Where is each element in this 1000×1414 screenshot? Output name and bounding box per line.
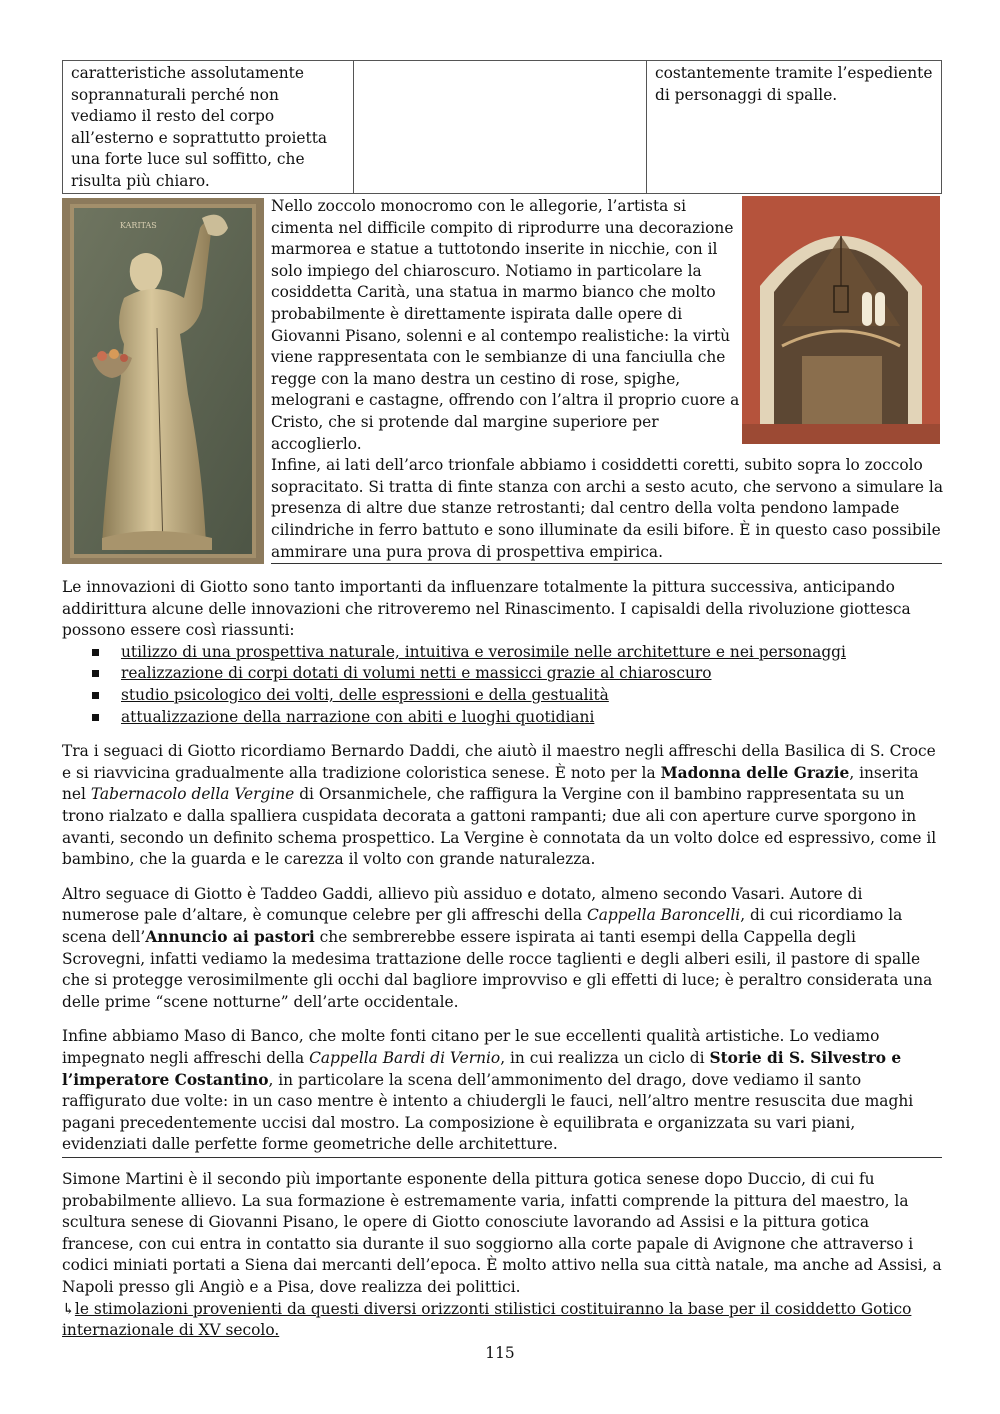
continuation-table (62, 60, 942, 194)
gaddi-paragraph (62, 884, 942, 1014)
gaddi-text-2: , di cui ricordiamo la scena dell’ (62, 906, 903, 946)
gaddi-text-1: Altro seguace di Giotto è Taddeo Gaddi, allievo più assiduo e dotato, almeno secondo Vasari. Autore di numerose pale d’altare, è comunque celebre per gli affreschi della (62, 884, 863, 925)
maso-text-3: , in particolare la scena dell’ammonimento del drago, dove vediamo il santo raffigurato due volte: in un caso mentre è intento a chiudergli le fauci, nell’altro mentre resuscita due maghi pagani precedentemente uccisi dal mostro. La composizione è equilibrata e organizzata su vari piani, evidenziati dalle perfette forme geometriche delle architetture. (62, 1070, 914, 1154)
daddi-bold-title: Madonna delle Grazie (660, 763, 850, 782)
maso-paragraph (62, 1026, 942, 1156)
gaddi-bold-title: Annuncio ai pastori (145, 928, 315, 946)
list-item: realizzazione di corpi dotati di volumi netti e massicci grazie al chiaroscuro (92, 663, 942, 685)
arrow-icon: ↳ (62, 1299, 75, 1318)
carita-fresco-image (62, 198, 264, 564)
list-item: studio psicologico dei volti, delle espressioni e della gestualità (92, 685, 942, 707)
karitas-inscription: KARITAS (120, 221, 157, 230)
gaddi-text-3: che sembrerebbe essere ispirata ai tanti esempi della Cappella degli Scrovegni, infatti vediamo la medesima trattazione delle rocce taglienti e degli alberi esili, il pastore di spalle che si protegge verosimilmente gli occhi dal bagliore improvviso e gli effetti di luce; è peraltro considerata una delle prime “scene notturne” dell’arte occidentale. (62, 928, 933, 1011)
allegory-paragraph: Nello zoccolo monocromo con le allegorie, l’artista si cimenta nel difficile compito di riprodurre una decorazione marmorea e statue a tuttotondo inserite in nicchie, con il solo impiego del chiaroscuro. Notiamo in particolare la cosiddetta Carità, una statua in marmo bianco che molto probabilmente è direttamente ispirata dalle opere di Giovanni Pisano, solenni e al contempo realistiche: la virtù viene rappresentata con le sembianze di una fanciulla che regge con la mano destra un cestino di rose, spighe, melograni e castagne, offrendo con l’altra il proprio cuore a Cristo, che si protende dal margine superiore per accoglierlo. (271, 197, 740, 453)
coretti-paragraph: Infine, ai lati dell’arco trionfale abbiamo i cosiddetti coretti, subito sopra lo zoccolo sopracitato. Si tratta di finte stanza con archi a sesto acuto, che servono a simulare la presenza di altre due stanze retrostanti; dal centro della volta pendono lampade cilindriche in ferro battuto e sono illuminate da esili bifore. È in questo caso possibile ammirare una pura prova di prospettiva empirica. (271, 456, 944, 561)
gaddi-italic-title: Cappella Baroncelli (586, 906, 741, 925)
conclusion-paragraph (62, 1299, 942, 1342)
table-cell-3: costantemente tramite l’espediente di personaggi di spalle. (647, 61, 942, 194)
daddi-text-3: di Orsanmichele, che raffigura la Vergine con il bambino rappresentata su un trono rialzato e dalla spalliera cuspidata decorata a gattoni rampanti; due ali con aperture curve sporgono in avanti, secondo un definito schema prospettico. La Vergine è connotata da un volto dolce ed espressivo, come il bambino, che la guarda e le carezza il volto con grande naturalezza. (62, 785, 937, 869)
maso-text-1: Infine abbiamo Maso di Banco, che molte fonti citano per le sue eccellenti qualità artistiche. Lo vediamo impegnato negli affreschi della (62, 1027, 880, 1067)
document-page (62, 60, 942, 1342)
maso-text-2: , in cui realizza un ciclo di (500, 1048, 710, 1067)
list-item: utilizzo di una prospettiva naturale, intuitiva e verosimile nelle architetture e nei personaggi (92, 642, 942, 664)
table-cell-2 (354, 61, 647, 194)
maso-italic-title: Cappella Bardi di Vernio (309, 1048, 501, 1067)
coretto-fresco-image (742, 196, 940, 444)
daddi-italic-title: Tabernacolo della Vergine (90, 785, 295, 804)
daddi-text-2: , inserita nel (62, 763, 919, 804)
daddi-text-1: Tra i seguaci di Giotto ricordiamo Bernardo Daddi, che aiutò il maestro negli affreschi della Basilica di S. Croce e si riavvicina gradualmente alla tradizione coloristica senese. È noto per la (62, 742, 936, 782)
section-divider (271, 563, 942, 564)
conclusion-text: le stimolazioni provenienti da questi diversi orizzonti stilistici costituiranno la base per il cosiddetto Gotico internazionale di XV secolo. (62, 1299, 912, 1340)
martini-paragraph: Simone Martini è il secondo più importante esponente della pittura gotica senese dopo Duccio, di cui fu probabilmente allievo. La sua formazione è estremamente varia, infatti comprende la pittura del maestro, la scultura senese di Giovanni Pisano, le opere di Giotto conosciute lavorando ad Assisi e la pittura gotica francese, con cui entra in contatto sia durante il suo soggiorno alla corte papale di Avignone che attraverso i codici miniati portati a Siena dai mercanti dell’epoca. È molto attivo nella sua città natale, ma anche ad Assisi, a Napoli presso gli Angiò e a Pisa, dove realizza dei polittici. (62, 1169, 942, 1296)
list-item: attualizzazione della narrazione con abiti e luoghi quotidiani (92, 707, 942, 729)
allegory-section (62, 196, 942, 563)
maso-bold-title: Storie di S. Silvestro e l’imperatore Costantino (62, 1048, 902, 1089)
section-divider (62, 1157, 942, 1158)
innovations-intro: Le innovazioni di Giotto sono tanto importanti da influenzare totalmente la pittura successiva, anticipando addirittura alcune delle innovazioni che ritroveremo nel Rinascimento. I capisaldi della rivoluzione giottesca possono essere così riassunti: (62, 578, 911, 640)
page-number: 115 (485, 1344, 515, 1362)
table-cell-1: caratteristiche assolutamente soprannaturali perché non vediamo il resto del corpo all’esterno e soprattutto proietta una forte luce sul soffitto, che risulta più chiaro. (63, 61, 354, 194)
innovations-list (62, 642, 942, 728)
daddi-paragraph (62, 741, 942, 871)
